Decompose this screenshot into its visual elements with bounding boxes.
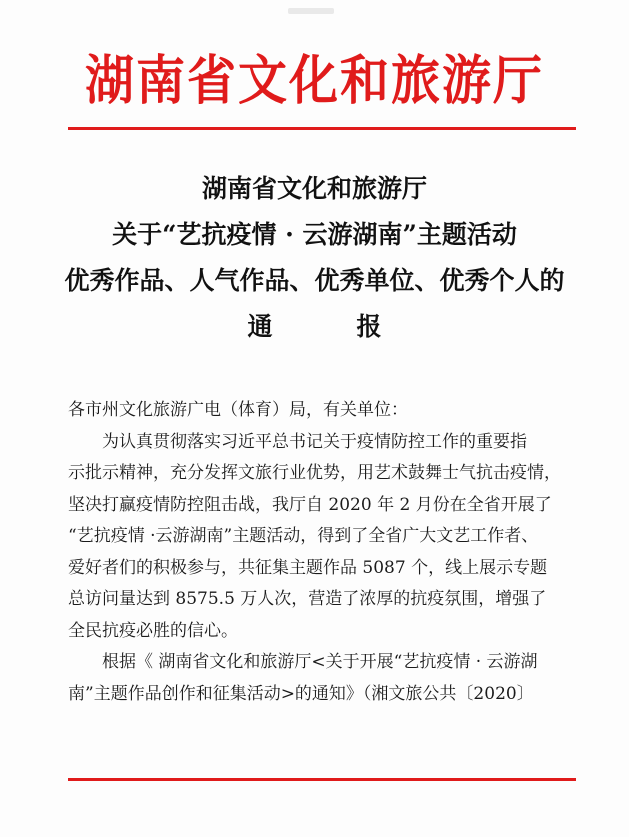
paragraph-2 [68, 647, 578, 710]
footer-red-rule [68, 778, 576, 781]
title-notice-char-2: 报 [356, 312, 382, 341]
paragraph-2-line: 根据《 湖南省文化和旅游厅<关于开展“艺抗疫情 · 云游湖 [102, 652, 538, 672]
paragraph-2-line: 南”主题作品创作和征集活动>的通知》（湘文旅公共〔2020〕 [68, 683, 534, 704]
letterhead-red-rule [68, 127, 576, 130]
paragraph-1-line: 全民抗疫必胜的信心。 [68, 620, 238, 641]
title-line-notice [30, 304, 599, 350]
notice-body [68, 395, 578, 710]
salutation: 各市州文化旅游广电（体育）局，有关单位： [68, 400, 408, 420]
paragraph-1-line: 示批示精神，充分发挥文旅行业优势，用艺术鼓舞士气抗击疫情， [68, 463, 561, 483]
title-notice-char-1: 通 [247, 312, 273, 341]
paragraph-1-line: 爱好者们的积极参与，共征集主题作品 5087 个，线上展示专题 [68, 557, 548, 578]
paragraph-1-line: “艺抗疫情 ·云游湖南”主题活动，得到了全省广大文艺工作者、 [68, 526, 539, 546]
title-line-issuer: 湖南省文化和旅游厅 [201, 174, 427, 203]
paragraph-1-line: 总访问量达到 8575.5 万人次，营造了浓厚的抗疫氛围，增强了 [68, 589, 547, 609]
scan-artifact [288, 8, 334, 14]
paragraph-1 [68, 427, 578, 648]
title-line-subject: 关于“艺抗疫情 · 云游湖南”主题活动 [112, 220, 517, 249]
paragraph-1-line: 为认真贯彻落实习近平总书记关于疫情防控工作的重要指 [102, 431, 527, 452]
title-line-categories: 优秀作品、人气作品、优秀单位、优秀个人的 [64, 266, 565, 295]
paragraph-1-line: 坚决打赢疫情防控阻击战，我厅自 2020 年 2 月份在全省开展了 [68, 494, 552, 515]
notice-title [30, 166, 599, 350]
letterhead-title: 湖南省文化和旅游厅 [84, 49, 544, 112]
